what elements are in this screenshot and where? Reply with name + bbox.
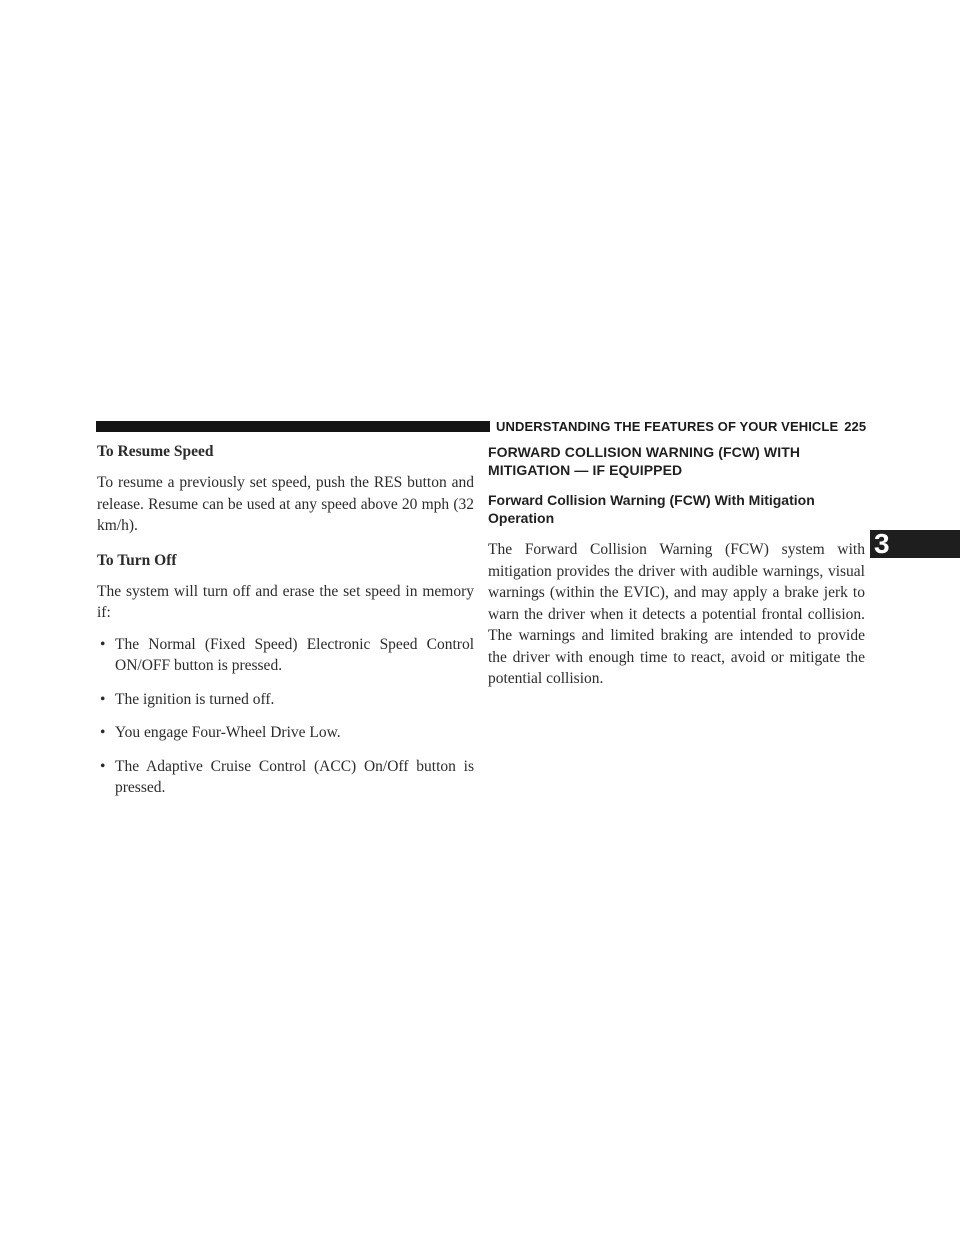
section-heading: FORWARD COLLISION WARNING (FCW) WITH MITIGATION — IF EQUIPPED [488,444,801,478]
bullet-marker: • [100,724,106,741]
running-header [496,419,866,434]
chapter-number: 3 [874,528,890,559]
resume-speed-heading: To Resume Speed [97,443,214,460]
bullet-marker: • [100,690,106,708]
subsection-heading: Forward Collision Warning (FCW) With Mitigation Operation [488,492,815,526]
bullet-text: The ignition is turned off. [115,690,275,708]
bullet-marker: • [100,635,106,653]
list-item [97,756,474,799]
resume-speed-body: To resume a previously set speed, push the RES button and release. Resume can be used at any speed above 20 mph (32 km/h). [97,474,474,534]
bullet-marker: • [100,757,106,775]
turn-off-bullet-list [97,634,474,799]
list-item [97,689,474,711]
header-rule [96,421,490,432]
turn-off-body: The system will turn off and erase the set speed in memory if: [97,582,474,621]
bullet-text: The Adaptive Cruise Control (ACC) On/Off button is pressed. [115,757,474,796]
section-title: UNDERSTANDING THE FEATURES OF YOUR VEHICLE [496,419,839,434]
left-column [97,440,474,799]
turn-off-heading: To Turn Off [97,551,177,569]
list-item [97,722,474,744]
bullet-text: You engage Four-Wheel Drive Low. [115,724,341,741]
fcw-body: The Forward Collision Warning (FCW) system with mitigation provides the driver with audible warnings, visual warnings (within the EVIC), and may apply a brake jerk to warn the driver when it detects a potential frontal collision. The warnings and limited braking are intended to provide the driver with enough time to react, avoid or mitigate the potential collision. [488,541,865,687]
bullet-text: The Normal (Fixed Speed) Electronic Speed Control ON/OFF button is pressed. [115,635,474,674]
page-number: 225 [844,419,867,434]
right-column [488,440,865,690]
list-item [97,634,474,677]
